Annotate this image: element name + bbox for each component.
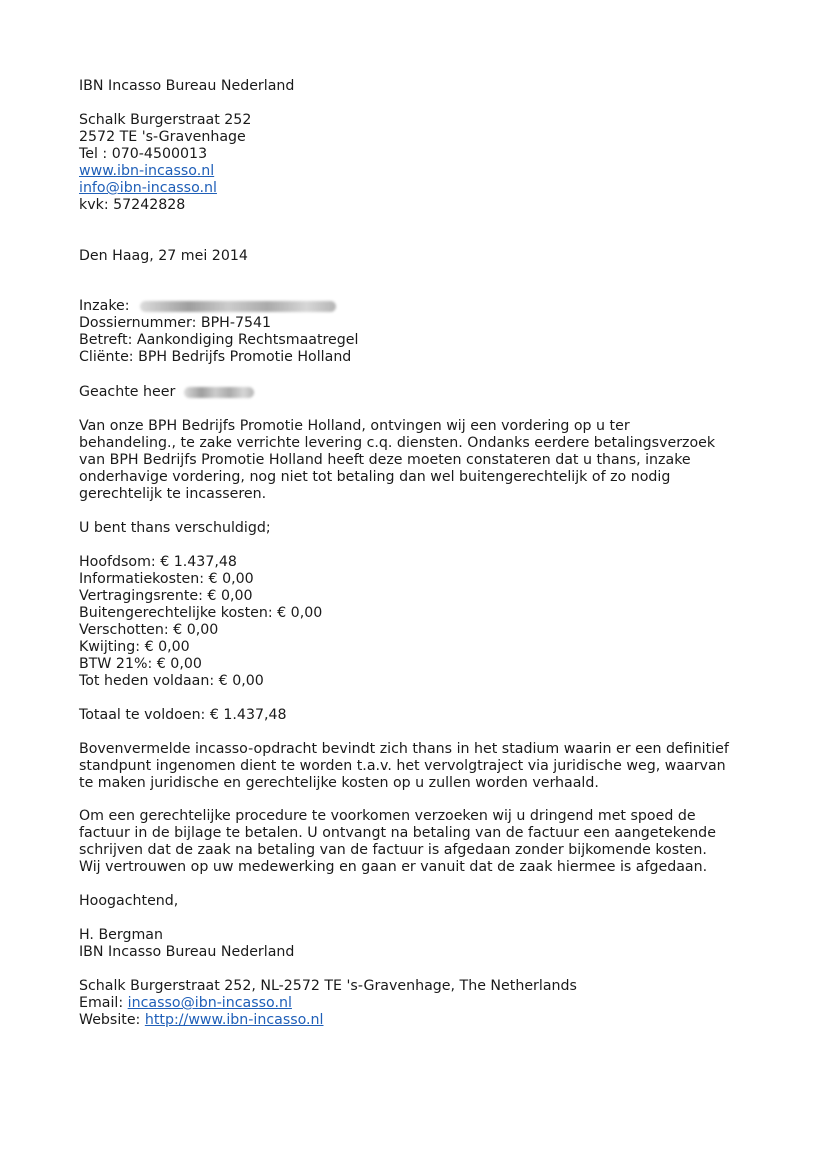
signer-company: IBN Incasso Bureau Nederland [79,944,295,960]
footer-email-link[interactable]: incasso@ibn-incasso.nl [127,995,292,1011]
betreft-line: Betreft: Aankondiging Rechtsmaatregel [79,332,359,348]
intro-line: onderhavige vordering, nog niet tot betaling dan wel buitengerechtelijk of zo nodig [79,469,671,485]
debt-intro: U bent thans verschuldigd; [79,520,271,536]
closing-text: Hoogachtend, [79,893,179,909]
sender-header [79,78,779,214]
sender-email-link[interactable]: info@ibn-incasso.nl [79,180,217,196]
salutation-text: Geachte heer [79,384,176,400]
client-line: Cliënte: BPH Bedrijfs Promotie Holland [79,349,352,365]
procedure-line: schrijven dat de zaak na betaling van de factuur is afgedaan zonder bijkomende kosten. [79,842,707,858]
inzake-line [79,298,779,315]
stadium-line: Bovenvermelde incasso-opdracht bevindt zich thans in het stadium waarin er een definitief [79,741,729,757]
procedure-line: factuur in de bijlage te betalen. U ontvangt na betaling van de factuur een aangetekende [79,825,716,841]
intro-line: gerechtelijk te incasseren. [79,486,267,502]
sender-company: IBN Incasso Bureau Nederland [79,78,295,94]
footer-block [79,978,779,1029]
intro-line: behandeling., te zake verrichte levering c.q. diensten. Ondanks eerdere betalingsverzoek [79,435,716,451]
intro-line: Van onze BPH Bedrijfs Promotie Holland, ontvingen wij een vordering op u ter [79,418,630,434]
letter-date: Den Haag, 27 mei 2014 [79,248,248,264]
sender-kvk: kvk: 57242828 [79,197,186,213]
amount-item: Tot heden voldaan: € 0,00 [79,673,264,689]
footer-email-line [79,995,779,1012]
signer-name: H. Bergman [79,927,163,943]
amount-item: Buitengerechtelijke kosten: € 0,00 [79,605,323,621]
amount-item: Vertragingsrente: € 0,00 [79,588,253,604]
salutation-block [79,384,779,401]
intro-line: van BPH Bedrijfs Promotie Holland heeft deze moeten constateren dat u thans, inzake [79,452,691,468]
footer-website-line [79,1012,779,1029]
total-block [79,707,779,724]
footer-website-link[interactable]: http://www.ibn-incasso.nl [144,1012,324,1028]
amount-item: Verschotten: € 0,00 [79,622,219,638]
dossier-number: Dossiernummer: BPH-7541 [79,315,272,331]
salutation-line [79,384,779,401]
sender-website-link[interactable]: www.ibn-incasso.nl [79,163,215,179]
sender-street: Schalk Burgerstraat 252 [79,112,252,128]
sender-city: 2572 TE 's-Gravenhage [79,129,246,145]
footer-address: Schalk Burgerstraat 252, NL-2572 TE 's-Gravenhage, The Netherlands [79,978,577,994]
amount-item: BTW 21%: € 0,00 [79,656,202,672]
reference-block [79,298,779,366]
footer-website-label: Website: [79,1012,141,1028]
redacted-name-salutation [184,387,254,398]
sender-phone: Tel : 070-4500013 [79,146,208,162]
inzake-label: Inzake: [79,298,130,314]
footer-email-label: Email: [79,995,124,1011]
amount-item: Informatiekosten: € 0,00 [79,571,254,587]
intro-paragraph [79,418,779,503]
stadium-line: standpunt ingenomen dient te worden t.a.v. het vervolgtraject via juridische weg, waarvan [79,758,726,774]
redacted-name-inzake [140,301,336,312]
debt-intro-block [79,520,779,537]
amount-item: Hoofdsom: € 1.437,48 [79,554,237,570]
procedure-paragraph [79,808,779,876]
stadium-line: te maken juridische en gerechtelijke kosten op u zullen worden verhaald. [79,775,599,791]
amounts-list [79,554,779,690]
total-amount: Totaal te voldoen: € 1.437,48 [79,707,287,723]
signer-block [79,927,779,961]
procedure-line: Om een gerechtelijke procedure te voorkomen verzoeken wij u dringend met spoed de [79,808,696,824]
stadium-paragraph [79,741,779,792]
closing-block [79,893,779,910]
letter-date-block [79,248,779,265]
procedure-line: Wij vertrouwen op uw medewerking en gaan er vanuit dat de zaak hiermee is afgedaan. [79,859,708,875]
amount-item: Kwijting: € 0,00 [79,639,190,655]
